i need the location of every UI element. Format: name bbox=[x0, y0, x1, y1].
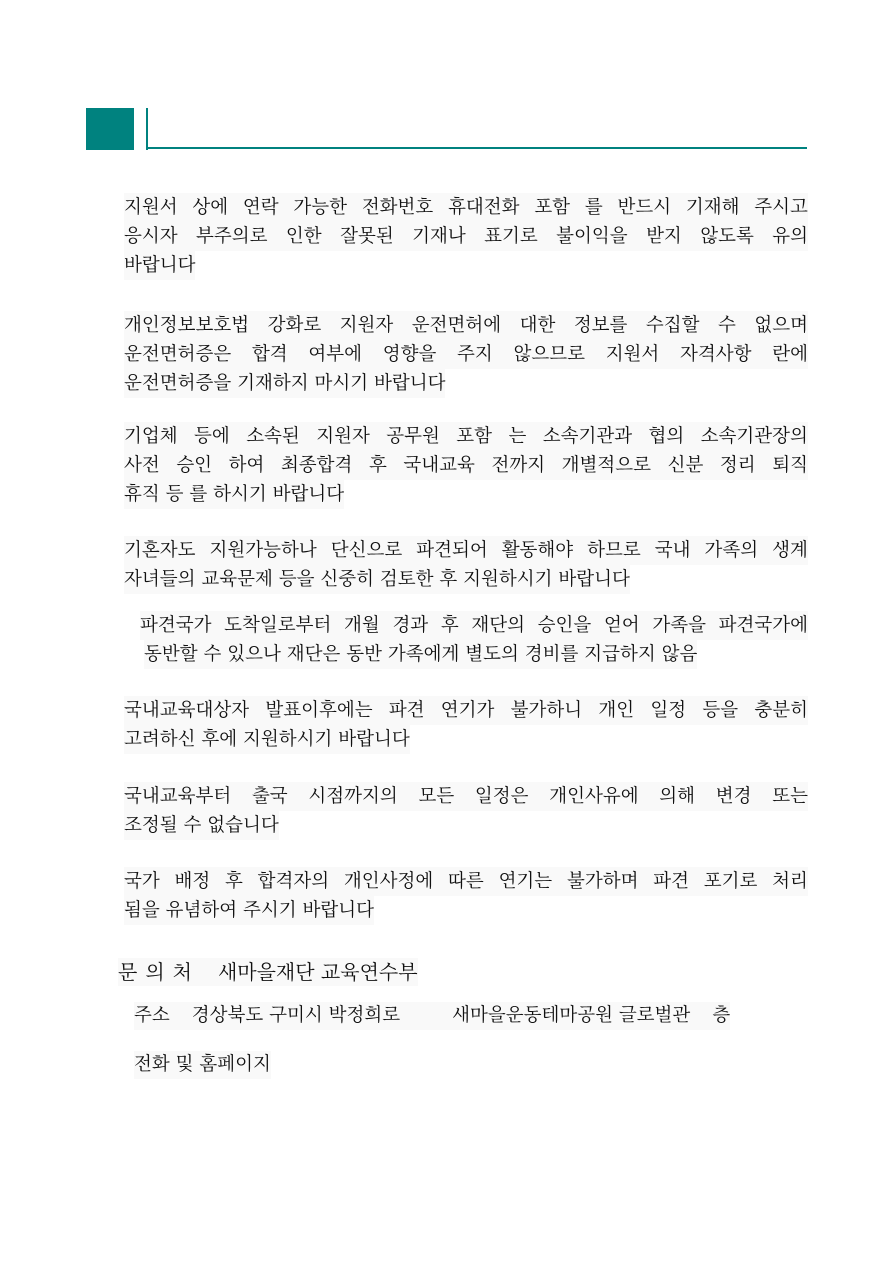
word: 수 bbox=[718, 315, 736, 336]
word: 모든 bbox=[418, 786, 455, 807]
word: 시점까지의 bbox=[308, 786, 398, 807]
word: 협의 bbox=[648, 426, 685, 447]
contact-label: 문의처 bbox=[118, 960, 200, 984]
word: 가족의 bbox=[704, 540, 759, 561]
paragraph-line bbox=[140, 611, 808, 640]
word: 일정 bbox=[650, 700, 687, 721]
word: 출국 bbox=[251, 786, 288, 807]
notice-paragraph-phone bbox=[124, 193, 808, 280]
section-header-vertical-rule bbox=[146, 108, 148, 150]
word: 얻어 bbox=[603, 615, 640, 636]
word: 생계 bbox=[772, 540, 808, 561]
word: 지원자 bbox=[339, 315, 394, 336]
paragraph-line bbox=[124, 340, 808, 369]
word: 국가 bbox=[124, 871, 160, 892]
word: 퇴직 bbox=[772, 455, 808, 476]
word: 연기는 bbox=[498, 871, 553, 892]
word: 하여 bbox=[228, 455, 265, 476]
word: 등에 bbox=[194, 426, 230, 447]
word: 강화로 bbox=[267, 315, 322, 336]
notice-note-family bbox=[140, 611, 808, 669]
address-part1: 경상북도 구미시 박정희로 bbox=[191, 1005, 401, 1026]
word: 연기가 bbox=[440, 700, 495, 721]
word: 의해 bbox=[659, 786, 696, 807]
phone-label: 전화 및 홈페이지 bbox=[134, 1054, 271, 1075]
word: 소속된 bbox=[246, 426, 300, 447]
paragraph-line bbox=[124, 696, 808, 725]
word: 는 bbox=[508, 426, 527, 447]
word: 국내 bbox=[654, 540, 691, 561]
word: 기혼자도 bbox=[124, 540, 196, 561]
word: 포함 bbox=[456, 426, 493, 447]
word: 란에 bbox=[772, 344, 808, 365]
word: 발표이후에는 bbox=[265, 700, 373, 721]
word: 도착일로부터 bbox=[224, 615, 332, 636]
contact-address bbox=[134, 1002, 730, 1030]
word: 파견국가에 bbox=[718, 615, 808, 636]
word: 자격사항 bbox=[680, 344, 752, 365]
paragraph-line: 조정될 수 없습니다 bbox=[124, 811, 279, 840]
word: 지원가능하나 bbox=[209, 540, 317, 561]
word: 처리 bbox=[772, 871, 808, 892]
paragraph-line bbox=[124, 867, 808, 896]
word: 를 bbox=[584, 197, 603, 218]
word: 전까지 bbox=[491, 455, 546, 476]
word: 등을 bbox=[702, 700, 739, 721]
word: 개월 bbox=[344, 615, 380, 636]
address-label: 주소 bbox=[134, 1005, 170, 1026]
word: 파견국가 bbox=[140, 615, 212, 636]
word: 개인 bbox=[598, 700, 635, 721]
word: 않으므로 bbox=[513, 344, 585, 365]
paragraph-line bbox=[124, 782, 808, 811]
word: 개인정보보호법 bbox=[124, 315, 250, 336]
word: 국내교육대상자 bbox=[124, 700, 250, 721]
word: 운전면허에 bbox=[411, 315, 502, 336]
word: 지원서 bbox=[605, 344, 660, 365]
paragraph-line: 휴직 등 를 하시기 바랍니다 bbox=[124, 480, 344, 509]
notice-paragraph-married bbox=[124, 536, 808, 594]
notice-paragraph-schedule bbox=[124, 782, 808, 840]
word: 상에 bbox=[192, 197, 229, 218]
word: 파견되어 bbox=[416, 540, 488, 561]
word: 인한 bbox=[285, 226, 322, 247]
word: 유의 bbox=[772, 226, 808, 247]
word: 불가하며 bbox=[566, 871, 639, 892]
paragraph-line: 고려하신 후에 지원하시기 바랍니다 bbox=[124, 725, 410, 754]
word: 소속기관과 bbox=[542, 426, 633, 447]
paragraph-line bbox=[124, 311, 808, 340]
word: 여부에 bbox=[308, 344, 363, 365]
word: 경과 bbox=[392, 615, 429, 636]
word: 후 bbox=[440, 615, 459, 636]
contact-phone-homepage bbox=[134, 1051, 271, 1079]
word: 개별적으로 bbox=[561, 455, 652, 476]
word: 잘못된 bbox=[340, 226, 394, 247]
word: 전화번호 bbox=[361, 197, 434, 218]
word: 가족을 bbox=[652, 615, 706, 636]
paragraph-line: 운전면허증을 기재하지 마시기 바랍니다 bbox=[124, 369, 445, 398]
paragraph-line bbox=[124, 536, 808, 565]
notice-paragraph-postpone bbox=[124, 696, 808, 754]
word: 합격 bbox=[251, 344, 288, 365]
word: 가능한 bbox=[293, 197, 348, 218]
word: 응시자 bbox=[124, 226, 178, 247]
paragraph-line bbox=[124, 451, 808, 480]
word: 신분 bbox=[667, 455, 704, 476]
paragraph-line: 됨을 유념하여 주시기 바랍니다 bbox=[124, 896, 374, 925]
word: 않도록 bbox=[700, 226, 754, 247]
word: 연락 bbox=[242, 197, 279, 218]
word: 없으며 bbox=[754, 315, 808, 336]
word: 주지 bbox=[457, 344, 493, 365]
word: 영향을 bbox=[382, 344, 437, 365]
notice-paragraph-employed bbox=[124, 422, 808, 509]
paragraph-line bbox=[124, 222, 808, 251]
section-marker-square bbox=[86, 108, 134, 150]
word: 대한 bbox=[519, 315, 556, 336]
paragraph-line: 바랍니다 bbox=[124, 251, 195, 280]
notice-paragraph-license bbox=[124, 311, 808, 398]
word: 배정 bbox=[174, 871, 211, 892]
word: 기재해 bbox=[685, 197, 740, 218]
word: 변경 bbox=[715, 786, 752, 807]
word: 부주의로 bbox=[196, 226, 268, 247]
paragraph-line: 자녀들의 교육문제 등을 신중히 검토한 후 지원하시기 바랍니다 bbox=[124, 565, 630, 594]
word: 활동해야 bbox=[501, 540, 574, 561]
word: 개인사정에 bbox=[343, 871, 434, 892]
word: 기업체 bbox=[124, 426, 178, 447]
address-floor: 층 bbox=[712, 1005, 731, 1026]
word: 후 bbox=[225, 871, 243, 892]
paragraph-line: 동반할 수 있으나 재단은 동반 가족에게 별도의 경비를 지급하지 않음 bbox=[144, 640, 697, 669]
section-header-underline bbox=[146, 147, 807, 149]
word: 승인을 bbox=[537, 615, 592, 636]
word: 표기로 bbox=[484, 226, 538, 247]
word: 파견 bbox=[388, 700, 425, 721]
word: 합격자의 bbox=[257, 871, 330, 892]
word: 기재나 bbox=[412, 226, 466, 247]
contact-organization: 새마을재단 교육연수부 bbox=[217, 960, 418, 984]
word: 사전 bbox=[124, 455, 160, 476]
paragraph-line bbox=[124, 422, 808, 451]
word: 파견 bbox=[653, 871, 689, 892]
word: 받지 bbox=[646, 226, 682, 247]
notice-paragraph-assignment bbox=[124, 867, 808, 925]
word: 또는 bbox=[772, 786, 808, 807]
contact-heading bbox=[118, 958, 418, 986]
word: 운전면허증은 bbox=[124, 344, 232, 365]
word: 단신으로 bbox=[330, 540, 403, 561]
word: 정리 bbox=[719, 455, 756, 476]
word: 지원자 bbox=[316, 426, 370, 447]
word: 하므로 bbox=[587, 540, 641, 561]
word: 충분히 bbox=[754, 700, 808, 721]
word: 국내교육 bbox=[403, 455, 475, 476]
word: 포기로 bbox=[703, 871, 758, 892]
word: 포함 bbox=[534, 197, 571, 218]
word: 일정은 bbox=[474, 786, 529, 807]
word: 공무원 bbox=[386, 426, 440, 447]
word: 휴대전화 bbox=[448, 197, 520, 218]
word: 불가하니 bbox=[510, 700, 583, 721]
word: 국내교육부터 bbox=[124, 786, 232, 807]
word: 소속기관장의 bbox=[700, 426, 808, 447]
word: 따른 bbox=[448, 871, 484, 892]
word: 승인 bbox=[176, 455, 213, 476]
word: 반드시 bbox=[617, 197, 672, 218]
paragraph-line bbox=[124, 193, 808, 222]
word: 정보를 bbox=[573, 315, 628, 336]
word: 불이익을 bbox=[556, 226, 628, 247]
word: 주시고 bbox=[754, 197, 808, 218]
word: 개인사유에 bbox=[549, 786, 639, 807]
word: 후 bbox=[368, 455, 387, 476]
word: 재단의 bbox=[471, 615, 525, 636]
word: 최종합격 bbox=[280, 455, 353, 476]
word: 지원서 bbox=[124, 197, 178, 218]
word: 수집할 bbox=[645, 315, 700, 336]
address-part2: 새마을운동테마공원 글로벌관 bbox=[452, 1005, 691, 1026]
